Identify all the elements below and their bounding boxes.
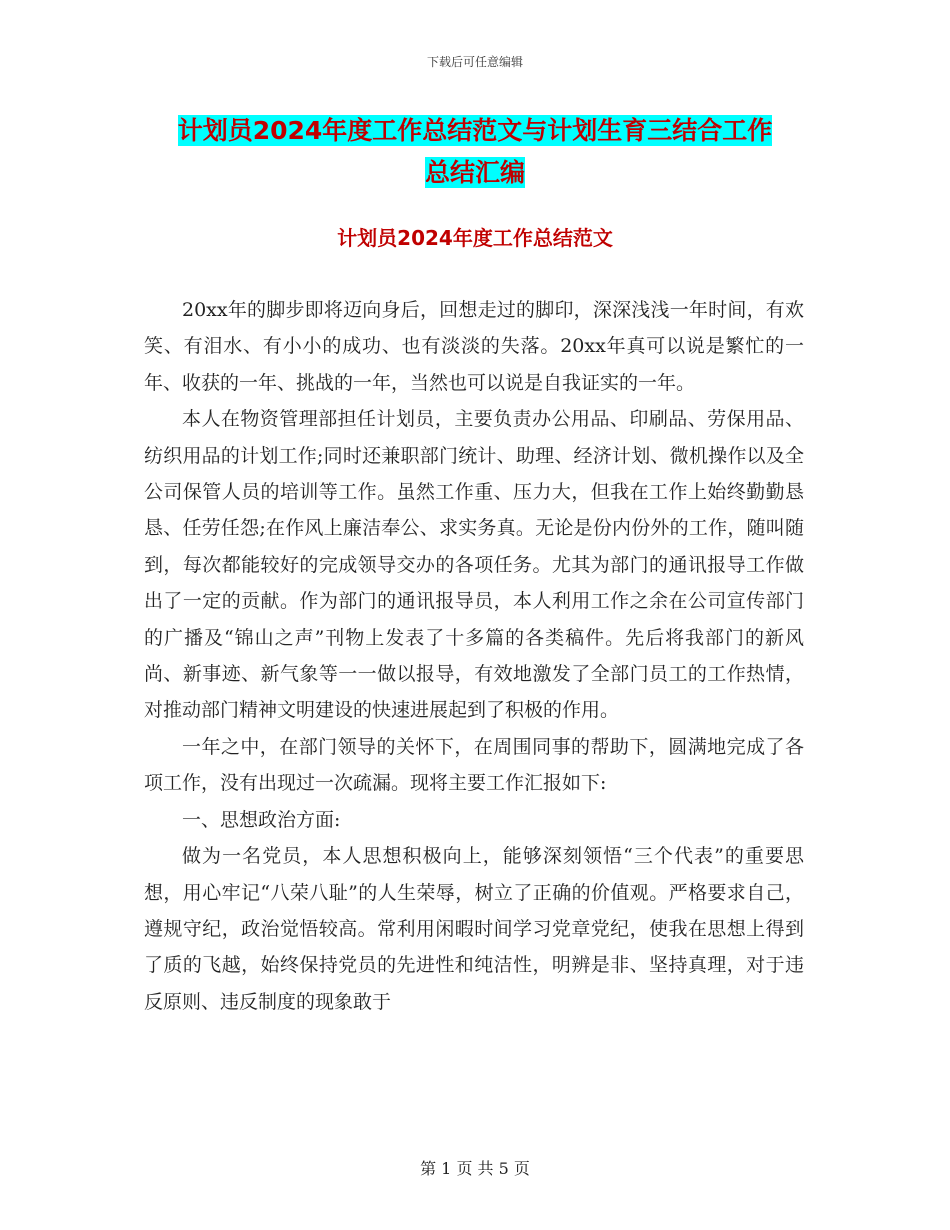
- page-header-note: 下载后可任意编辑: [426, 55, 523, 69]
- document-title: [0, 110, 950, 194]
- paragraph-4-heading: 一、思想政治方面:: [182, 808, 341, 831]
- paragraph-1: 20xx年的脚步即将迈向身后，回想走过的脚印，深深浅浅一年时间，有欢笑、有泪水、有小小的成功、也有淡淡的失落。20xx年真可以说是繁忙的一年、收获的一年、挑战的一年，当然也可以说是自我证实的一年。: [144, 299, 804, 394]
- paragraph-2: 本人在物资管理部担任计划员，主要负责办公用品、印刷品、劳保用品、纺织用品的计划工作;同时还兼职部门统计、助理、经济计划、微机操作以及全公司保管人员的培训等工作。虽然工作重、压力大，但我在工作上始终勤勤恳恳、任劳任怨;在作风上廉洁奉公、求实务真。无论是份内份外的工作，随叫随到，每次都能较好的完成领导交办的各项任务。尤其为部门的通讯报导工作做出了一定的贡献。作为部门的通讯报导员，本人利用工作之余在公司宣传部门的广播及“锦山之声”刊物上发表了十多篇的各类稿件。先后将我部门的新风尚、新事迹、新气象等一一做以报导，有效地激发了全部门员工的工作热情，对推动部门精神文明建设的快速进展起到了积极的作用。: [144, 408, 804, 722]
- body-content: [144, 292, 804, 1020]
- document-title-line-2: 总结汇编: [424, 158, 525, 187]
- page-footer-number: 第 1 页 共 5 页: [420, 1159, 530, 1178]
- paragraph-3: 一年之中，在部门领导的关怀下，在周围同事的帮助下，圆满地完成了各项工作，没有出现过一次疏漏。现将主要工作汇报如下:: [144, 735, 804, 795]
- section-title: 计划员2024年度工作总结范文: [337, 226, 613, 250]
- paragraph-5: 做为一名党员，本人思想积极向上，能够深刻领悟“三个代表”的重要思想，用心牢记“八荣八耻”的人生荣辱，树立了正确的价值观。严格要求自己，遵规守纪，政治觉悟较高。常利用闲暇时间学习党章党纪，使我在思想上得到了质的飞越，始终保持党员的先进性和纯洁性，明辨是非、坚持真理，对于违反原则、违反制度的现象敢于: [144, 845, 804, 1013]
- document-title-line-1: 计划员2024年度工作总结范文与计划生育三结合工作: [177, 116, 773, 145]
